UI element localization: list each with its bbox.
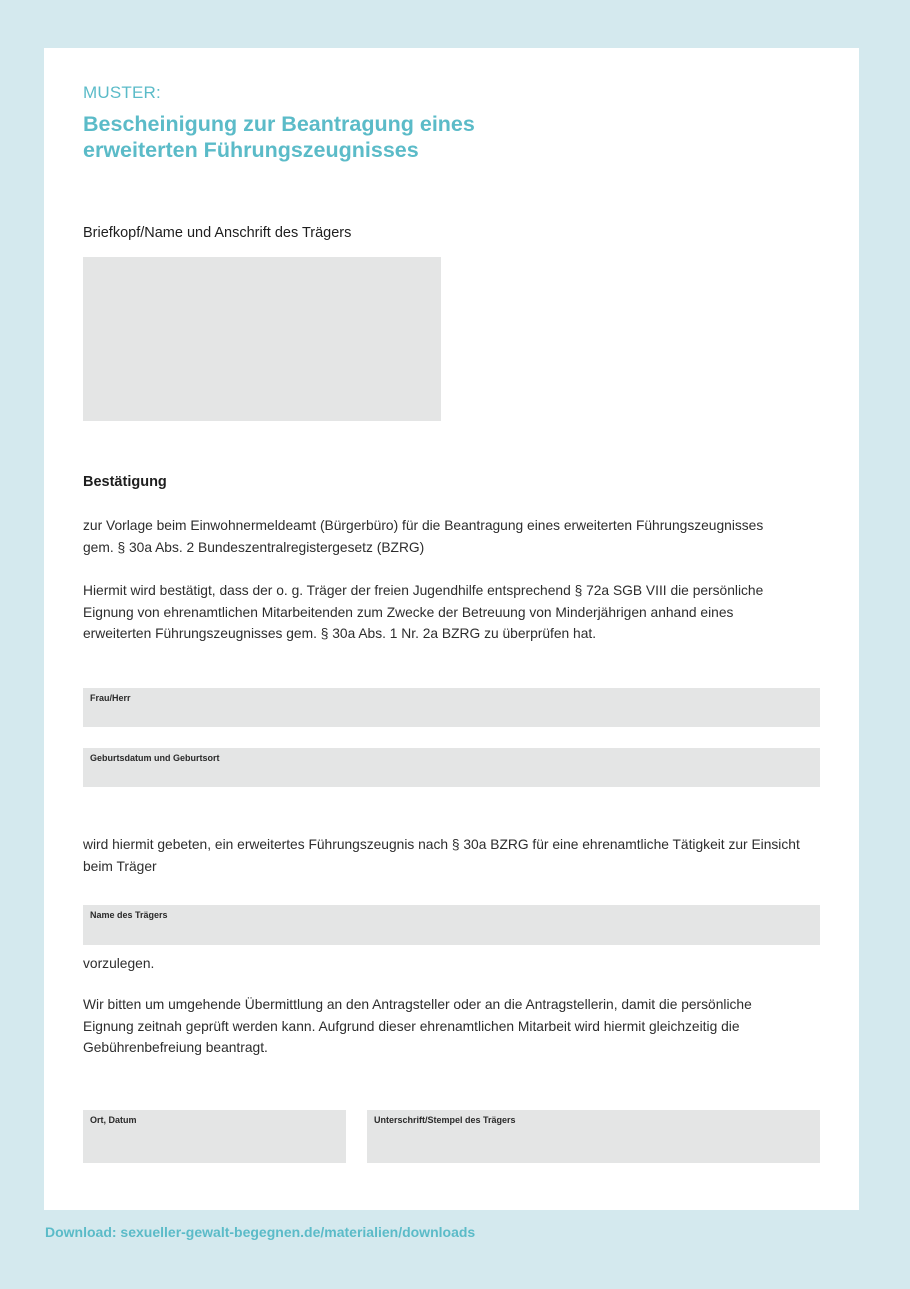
carrier-name-field[interactable] (83, 905, 820, 945)
carrier-name-field-label: Name des Trägers (90, 910, 168, 920)
text-line: Hiermit wird bestätigt, dass der o. g. Träger der freien Jugendhilfe entsprechend § 72a SGB VIII die persönliche (83, 583, 764, 598)
text-line: erweiterten Führungszeugnisses gem. § 30a Abs. 1 Nr. 2a BZRG zu überprüfen hat. (83, 626, 597, 641)
text-line: Eignung von ehrenamtlichen Mitarbeitenden zum Zwecke der Betreuung von Minderjährigen anhand eines (83, 604, 734, 620)
place-date-field-label: Ort, Datum (90, 1115, 137, 1125)
text-line: Wir bitten um umgehende Übermittlung an den Antragsteller oder an die Antragstellerin, damit die persönliche (83, 997, 752, 1012)
request-paragraph (83, 834, 803, 877)
text-line: beim Träger (83, 858, 157, 874)
closing-paragraph (83, 994, 803, 1059)
signature-field-label: Unterschrift/Stempel des Trägers (374, 1115, 516, 1125)
text-line: gem. § 30a Abs. 2 Bundeszentralregistergesetz (BZRG) (83, 539, 425, 555)
text-line: Gebührenbefreiung beantragt. (83, 1040, 268, 1055)
birth-field-label: Geburtsdatum und Geburtsort (90, 753, 220, 763)
text-line: Eignung zeitnah geprüft werden kann. Aufgrund dieser ehrenamtlichen Mitarbeit wird hiermit gleichzeitig die (83, 1018, 740, 1034)
confirmation-paragraph (83, 580, 803, 645)
letterhead-label: Briefkopf/Name und Anschrift des Trägers (83, 225, 352, 241)
place-date-field[interactable] (83, 1110, 346, 1163)
download-link[interactable]: Download: sexueller-gewalt-begegnen.de/materialien/downloads (45, 1224, 476, 1240)
text-line: wird hiermit gebeten, ein erweitertes Führungszeugnis nach § 30a BZRG für eine ehrenamtliche Tätigkeit zur Einsicht (83, 837, 800, 852)
confirmation-heading: Bestätigung (83, 474, 167, 490)
purpose-paragraph (83, 515, 803, 558)
title-line-1: Bescheinigung zur Beantragung eines (83, 112, 475, 136)
submit-text: vorzulegen. (83, 956, 155, 971)
document-page (44, 48, 859, 1210)
title-line-2: erweiterten Führungszeugnisses (83, 138, 419, 162)
muster-label: MUSTER: (83, 83, 161, 102)
letterhead-field[interactable] (83, 257, 441, 421)
birth-field[interactable] (83, 748, 820, 787)
signature-field[interactable] (367, 1110, 820, 1163)
person-field-label: Frau/Herr (90, 693, 131, 703)
person-field[interactable] (83, 688, 820, 727)
text-line: zur Vorlage beim Einwohnermeldeamt (Bürgerbüro) für die Beantragung eines erweiterten Führungszeugnisses (83, 518, 764, 533)
page-title (83, 111, 543, 163)
